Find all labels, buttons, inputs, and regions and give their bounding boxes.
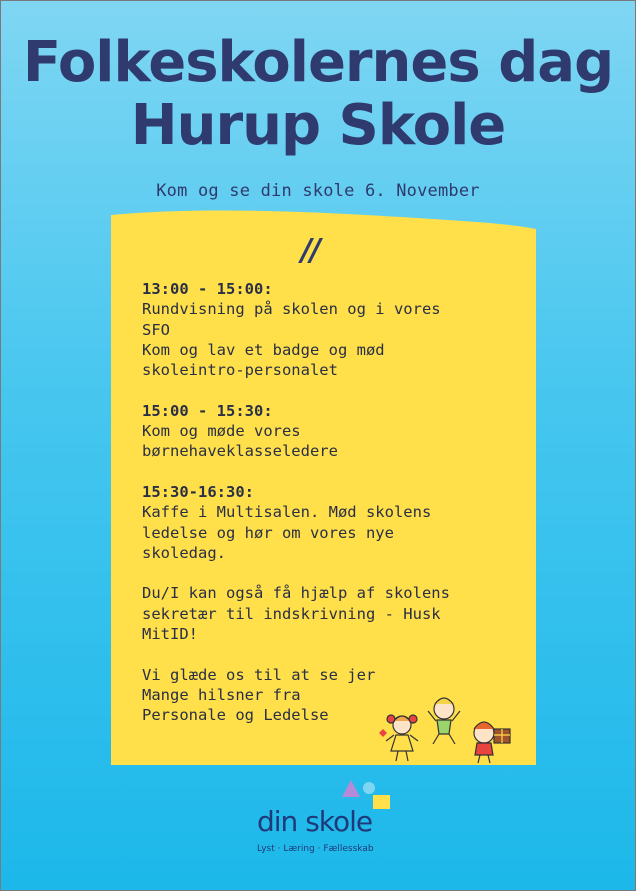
text-line: skoledag. — [142, 543, 226, 562]
text-line: børnehaveklasseledere — [142, 442, 338, 461]
time-label: 15:30-16:30: — [142, 482, 254, 501]
din-skole-logo — [249, 777, 399, 859]
time-label: 15:00 - 15:30: — [142, 401, 273, 420]
title-line-2: Hurup Skole — [130, 93, 506, 158]
text-line: Rundvisning på skolen og i vores — [142, 300, 441, 319]
time-label: 13:00 - 15:00: — [142, 280, 273, 298]
text-line: ledelse og hør om vores nye — [142, 523, 394, 542]
text-line: Du/I kan også få hjælp af skolens — [142, 584, 450, 603]
schedule-block-3 — [142, 482, 512, 563]
quote-mark: // — [301, 233, 319, 268]
kids-illustration-icon — [374, 695, 524, 765]
text-line: MitID! — [142, 625, 198, 644]
text-line: Mange hilsner fra — [142, 685, 301, 704]
schedule-block-2 — [142, 401, 512, 462]
subtitle: Kom og se din skole 6. November — [156, 181, 480, 201]
text-line: Kaffe i Multisalen. Mød skolens — [142, 503, 432, 522]
text-line: Vi glæde os til at se jer — [142, 665, 376, 684]
text-line: Kom og møde vores — [142, 422, 301, 441]
text-line: skoleintro-personalet — [142, 361, 338, 380]
text-line: Personale og Ledelse — [142, 706, 329, 725]
schedule-block-1 — [142, 279, 512, 380]
logo-square-icon — [373, 795, 390, 809]
logo-circle-icon — [363, 782, 375, 794]
logo-tagline: Lyst · Læring · Fællesskab — [257, 844, 374, 854]
text-line: Kom og lav et badge og mød — [142, 340, 385, 359]
info-block — [142, 583, 512, 644]
text-line: SFO — [142, 320, 170, 339]
text-line: sekretær til indskrivning - Husk — [142, 604, 441, 623]
title-line-1: Folkeskolernes dag — [22, 30, 614, 95]
logo-wordmark: din skole — [257, 805, 373, 838]
schedule-text — [142, 279, 512, 726]
logo-triangle-icon — [342, 780, 360, 797]
